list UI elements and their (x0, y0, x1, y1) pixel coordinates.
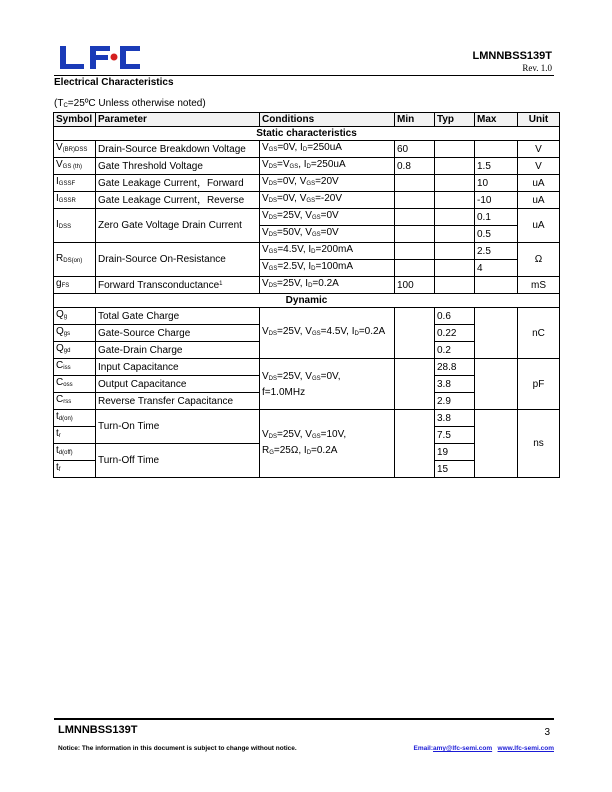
parameter-cell: Drain-Source Breakdown Voltage (96, 141, 260, 158)
symbol-cell: $Q_{gs}$ (54, 325, 96, 342)
symbol-cell: $C_{rss}$ (54, 393, 96, 410)
symbol-cell: $t_f$ (54, 461, 96, 478)
header-max: Max (475, 113, 518, 127)
parameter-cell: Reverse Transfer Capacitance (96, 393, 260, 410)
header-conditions: Conditions (260, 113, 395, 127)
table-row (54, 410, 560, 427)
header-divider (54, 75, 554, 76)
section-title: Electrical Characteristics (54, 77, 174, 88)
conditions-cell: $V_{DS}=0V$, $V_{GS}=-20V$ (260, 192, 395, 209)
conditions-cell: $V_{GS}=0V$, $I_D=250uA$ (260, 141, 395, 158)
static-section-row (54, 127, 560, 141)
parameter-cell: Turn-On Time (96, 410, 260, 444)
max-cell: 1.5 (475, 158, 518, 175)
max-cell: 2.5 (475, 243, 518, 260)
table-row (54, 141, 560, 158)
conditions-cell: $V_{DS}=25V$, $V_{GS}=10V$, $R_G=25\Omega$, $I_D=0.2A$ (260, 410, 395, 478)
typ-cell: 19 (435, 444, 475, 461)
parameter-cell: Gate Leakage Current，Reverse (96, 192, 260, 209)
unit-cell: mS (518, 277, 560, 294)
max-cell (475, 308, 518, 359)
min-cell (395, 192, 435, 209)
unit-cell: uA (518, 209, 560, 243)
parameter-cell: Input Capacitance (96, 359, 260, 376)
symbol-cell: $t_{d(off)}$ (54, 444, 96, 461)
electrical-characteristics-table (53, 112, 560, 478)
parameter-cell: Gate Leakage Current，Forward (96, 175, 260, 192)
typ-cell (435, 209, 475, 226)
header-part-number: LMNNBSS139T (472, 50, 552, 62)
parameter-cell: Total Gate Charge (96, 308, 260, 325)
table-row (54, 158, 560, 175)
max-cell: 0.5 (475, 226, 518, 243)
static-section-title: Static characteristics (54, 127, 560, 141)
typ-cell (435, 243, 475, 260)
min-cell (395, 226, 435, 243)
typ-cell (435, 277, 475, 294)
email-label: Email: (413, 745, 434, 752)
page-number: 3 (544, 727, 550, 738)
conditions-cell: $V_{DS}=V_{GS}$, $I_D=250uA$ (260, 158, 395, 175)
symbol-cell: $Q_g$ (54, 308, 96, 325)
footnote-marker: 1 (219, 281, 223, 287)
header-revision: Rev. 1.0 (522, 63, 552, 73)
parameter-cell: Turn-Off Time (96, 444, 260, 478)
typ-cell (435, 175, 475, 192)
unit-cell: V (518, 158, 560, 175)
footer-notice: Notice: The information in this document is subject to change without notice. (58, 745, 297, 752)
conditions-cell: $V_{DS}=50V$, $V_{GS}=0V$ (260, 226, 395, 243)
conditions-cell: $V_{DS}=25V$, $V_{GS}=0V$ (260, 209, 395, 226)
typ-cell: 0.2 (435, 342, 475, 359)
typ-cell (435, 226, 475, 243)
parameter-cell: Drain-Source On-Resistance (96, 243, 260, 277)
table-row (54, 192, 560, 209)
conditions-cell: $V_{DS}=25V$, $I_D=0.2A$ (260, 277, 395, 294)
parameter-cell (96, 277, 260, 294)
conditions-cell: $V_{GS}=4.5V$, $I_D=200mA$ (260, 243, 395, 260)
min-cell: 100 (395, 277, 435, 294)
min-cell (395, 243, 435, 260)
table-row (54, 277, 560, 294)
symbol-cell: $g_{FS}$ (54, 277, 96, 294)
header-min: Min (395, 113, 435, 127)
typ-cell: 15 (435, 461, 475, 478)
website-link[interactable]: www.lfc-semi.com (497, 745, 554, 752)
typ-cell: 0.6 (435, 308, 475, 325)
unit-cell: V (518, 141, 560, 158)
max-cell: -10 (475, 192, 518, 209)
max-cell: 0.1 (475, 209, 518, 226)
parameter-cell: Output Capacitance (96, 376, 260, 393)
max-cell (475, 277, 518, 294)
unit-cell: uA (518, 192, 560, 209)
conditions-note: ($T_C=25ºC$ Unless otherwise noted) (54, 98, 206, 109)
unit-cell: uA (518, 175, 560, 192)
unit-cell: Ω (518, 243, 560, 277)
max-cell: 4 (475, 260, 518, 277)
symbol-cell: $I_{GSSF}$ (54, 175, 96, 192)
conditions-cell: $V_{DS}=0V$, $V_{GS}=20V$ (260, 175, 395, 192)
dynamic-section-row (54, 294, 560, 308)
table-row (54, 209, 560, 226)
min-cell: 0.8 (395, 158, 435, 175)
min-cell (395, 308, 435, 359)
min-cell (395, 410, 435, 478)
max-cell (475, 141, 518, 158)
conditions-line2: f=1.0MHz (262, 386, 306, 398)
table-row (54, 359, 560, 376)
max-cell: 10 (475, 175, 518, 192)
typ-cell (435, 260, 475, 277)
footer-contact (414, 745, 555, 752)
table-row (54, 308, 560, 325)
typ-cell (435, 141, 475, 158)
header-unit: Unit (518, 113, 560, 127)
typ-cell: 3.8 (435, 376, 475, 393)
symbol-cell: $I_{DSS}$ (54, 209, 96, 243)
typ-cell: 3.8 (435, 410, 475, 427)
min-cell (395, 175, 435, 192)
header-symbol: Symbol (54, 113, 96, 127)
typ-cell (435, 158, 475, 175)
max-cell (475, 410, 518, 478)
symbol-cell: $Q_{gd}$ (54, 342, 96, 359)
unit-cell: nC (518, 308, 560, 359)
header-typ: Typ (435, 113, 475, 127)
header-parameter: Parameter (96, 113, 260, 127)
min-cell: 60 (395, 141, 435, 158)
table-row (54, 243, 560, 260)
parameter-cell: Gate-Drain Charge (96, 342, 260, 359)
footer-part-number: LMNNBSS139T (58, 724, 138, 736)
unit-cell: ns (518, 410, 560, 478)
parameter-text: Forward Transconductance (98, 280, 220, 291)
symbol-cell: $V_{(BR)DSS}$ (54, 141, 96, 158)
max-cell (475, 359, 518, 410)
footer-divider (54, 718, 554, 720)
typ-cell (435, 192, 475, 209)
symbol-cell: $V_{GS (th)}$ (54, 158, 96, 175)
parameter-cell: Zero Gate Voltage Drain Current (96, 209, 260, 243)
parameter-cell: Gate-Source Charge (96, 325, 260, 342)
symbol-cell: $R_{DS(on)}$ (54, 243, 96, 277)
symbol-cell: $C_{iss}$ (54, 359, 96, 376)
symbol-cell: $C_{oss}$ (54, 376, 96, 393)
lfc-logo-icon (58, 44, 142, 70)
symbol-cell: $t_r$ (54, 427, 96, 444)
conditions-cell: $V_{DS}=25V$, $V_{GS}=4.5V$, $I_D=0.2A$ (260, 308, 395, 359)
typ-cell: 7.5 (435, 427, 475, 444)
conditions-cell: $V_{GS}=2.5V$, $I_D=100mA$ (260, 260, 395, 277)
unit-cell: pF (518, 359, 560, 410)
min-cell (395, 260, 435, 277)
symbol-cell: $t_{d(on)}$ (54, 410, 96, 427)
typ-cell: 0.22 (435, 325, 475, 342)
typ-cell: 28.8 (435, 359, 475, 376)
min-cell (395, 359, 435, 410)
typ-cell: 2.9 (435, 393, 475, 410)
table-row (54, 175, 560, 192)
dynamic-section-title: Dynamic (54, 294, 560, 308)
table-header-row (54, 113, 560, 127)
company-logo (58, 44, 142, 70)
conditions-cell: $V_{DS}=25V$, $V_{GS}=0V$, f=1.0MHz (260, 359, 395, 410)
parameter-cell: Gate Threshold Voltage (96, 158, 260, 175)
email-link[interactable]: amy@lfc-semi.com (433, 745, 493, 752)
symbol-cell: $I_{GSSR}$ (54, 192, 96, 209)
min-cell (395, 209, 435, 226)
